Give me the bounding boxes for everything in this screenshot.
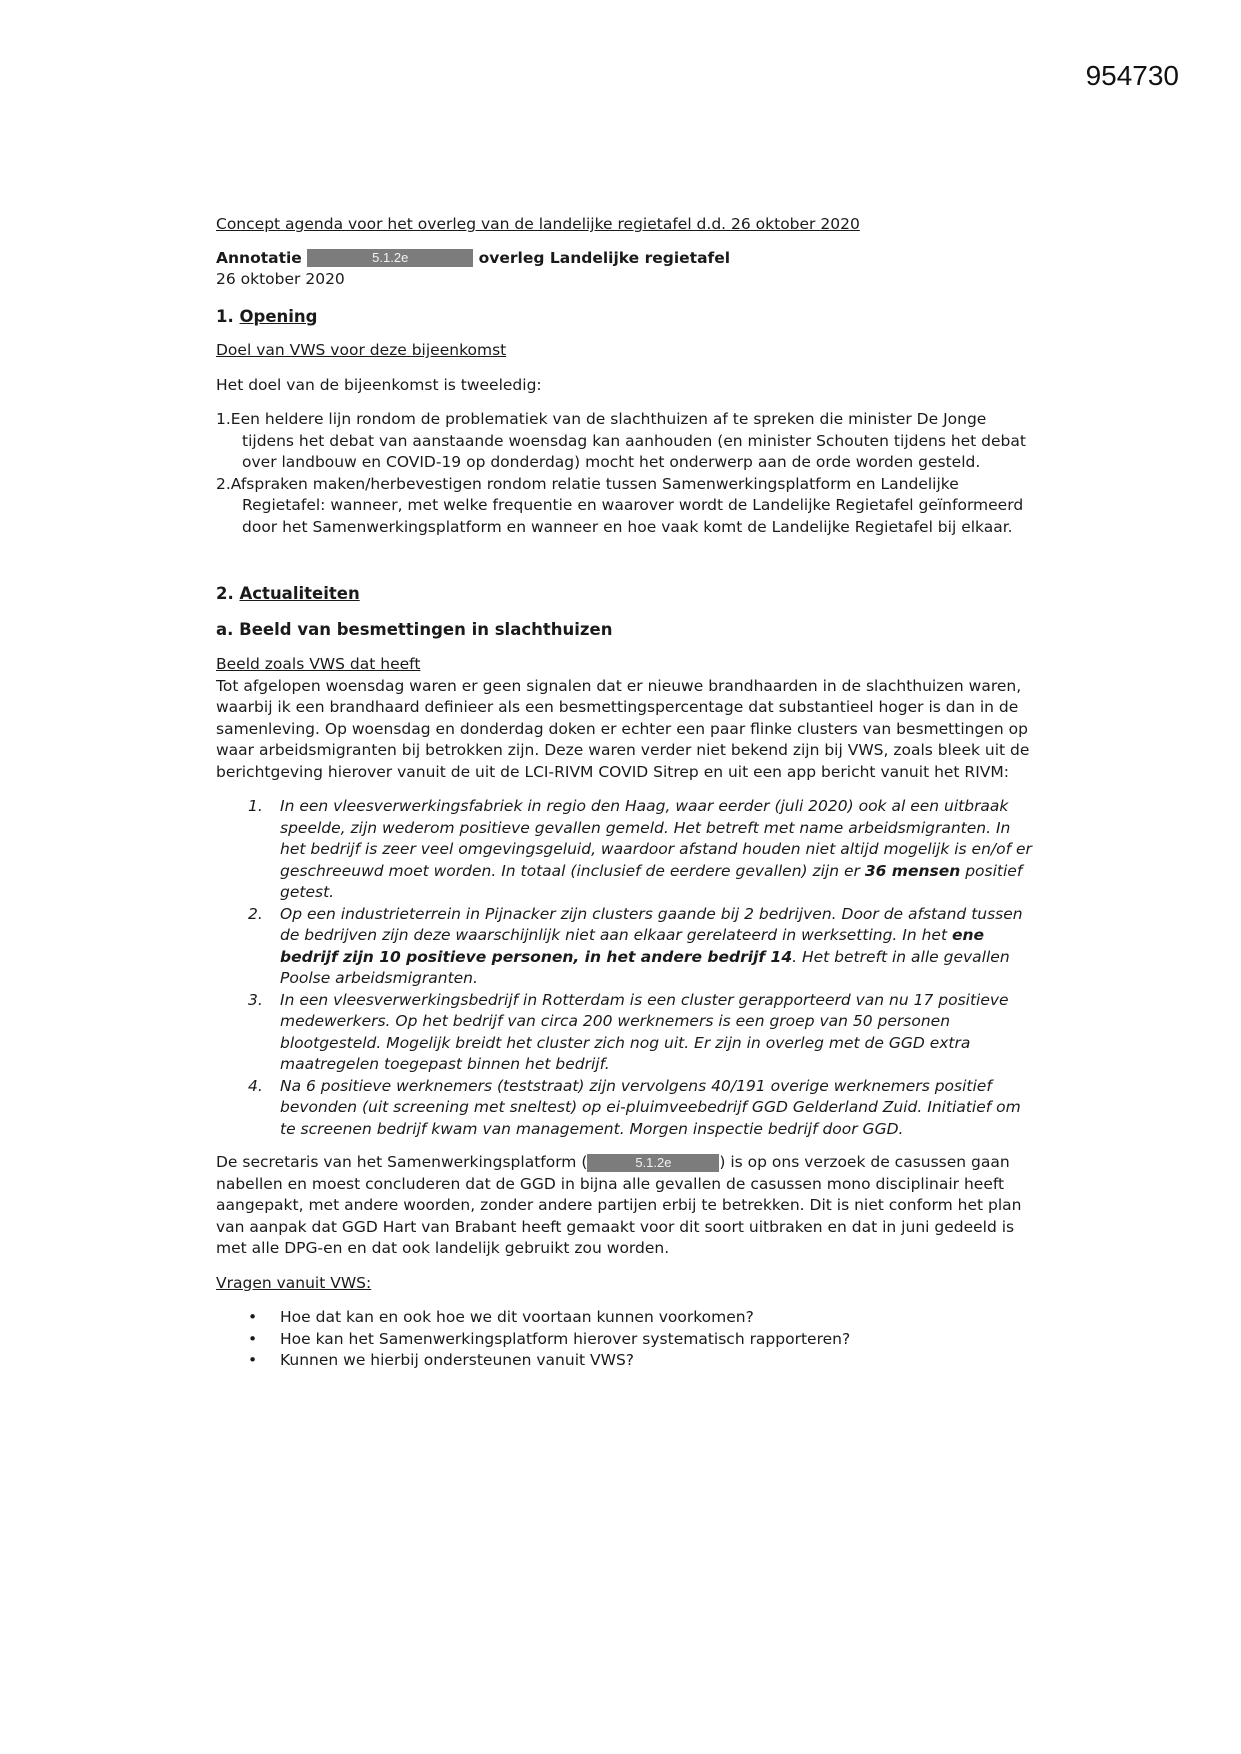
document-body <box>216 214 1034 1372</box>
section1-subheading: Doel van VWS voor deze bijeenkomst <box>216 341 507 359</box>
list-item: 2. Op een industrieterrein in Pijnacker zijn clusters gaande bij 2 bedrijven. Door de afstand tussen de bedrijven zijn deze waarschijnlijk niet aan elkaar gerelateerd in werksetting. In het ene bedrijf zijn 10 positieve personen, in het andere bedrijf 14. Het betreft in alle gevallen Poolse arbeidsmigranten. <box>248 904 1023 987</box>
list-item: 3. In een vleesverwerkingsbedrijf in Rotterdam is een cluster gerapporteerd van nu 17 positieve medewerkers. Op het bedrijf van circa 200 werknemers is een groep van 50 personen blootgesteld. Mogelijk breidt het cluster zich nog uit. Er zijn in overleg met de GGD extra maatregelen toegepast binnen het bedrijf. <box>248 990 1009 1073</box>
vragen-list <box>216 1307 1034 1372</box>
section2-heading <box>216 583 1034 605</box>
bullet-icon: • <box>248 1329 258 1348</box>
case-number: 3. <box>248 990 263 1009</box>
section1-heading <box>216 306 1034 328</box>
list-item: • Hoe kan het Samenwerkingsplatform hierover systematisch rapporteren? <box>216 1329 1034 1351</box>
section1-list <box>216 409 1034 538</box>
case-number: 2. <box>248 904 263 923</box>
beeld-text: Tot afgelopen woensdag waren er geen signalen dat er nieuwe brandhaarden in de slachthuizen waren, waarbij ik een brandhaard definieer als een besmettingspercentage dat substantieel hoger is dan in de samenleving. Op woensdag en donderdag doken er echter een paar flinke clusters van besmettingen op waar arbeidsmigranten bij betrokken zijn. Deze waren verder niet bekend zijn bij VWS, zoals bleek uit de berichtgeving hierover vanuit de uit de LCI-RIVM COVID Sitrep en uit een app bericht vanuit het RIVM: <box>216 676 1030 781</box>
annotatie-suffix: overleg Landelijke regietafel <box>478 248 731 267</box>
list-item: 1.Een heldere lijn rondom de problematiek van de slachthuizen af te spreken die minister De Jonge tijdens het debat van aanstaande woensdag kan aanhouden (en minister Schouten tijdens het debat over landbouw en COVID-19 op donderdag) mocht het onderwerp aan de orde worden gesteld. <box>216 410 1026 471</box>
list-item: 4. Na 6 positieve werknemers (teststraat) zijn vervolgens 40/191 overige werknemers positief bevonden (uit screening met sneltest) op ei-pluimveebedrijf GGD Gelderland Zuid. Initiatief om te screenen bedrijf kwam van management. Morgen inspectie bedrijf door GGD. <box>248 1076 1021 1138</box>
list-item: 1. In een vleesverwerkingsfabriek in regio den Haag, waar eerder (juli 2020) ook al een uitbraak speelde, zijn wederom positieve gevallen gemeld. Het betreft met name arbeidsmigranten. In het bedrijf is zeer veel omgevingsgeluid, waardoor afstand houden niet altijd mogelijk is en/of er geschreeuwd moet worden. In totaal (inclusief de eerdere gevallen) zijn er 36 mensen positief getest. <box>248 797 1032 901</box>
case-number: 1. <box>248 797 263 815</box>
case-number: 4. <box>248 1076 263 1095</box>
vragen-heading: Vragen vanuit VWS: <box>216 1273 372 1292</box>
section1-title: Opening <box>239 306 318 326</box>
section2-title: Actualiteiten <box>239 584 360 603</box>
cases-list <box>216 796 1034 1140</box>
bullet-icon: • <box>248 1308 258 1326</box>
bullet-icon: • <box>248 1351 258 1369</box>
annotatie-line <box>216 248 1034 270</box>
header-line: Concept agenda voor het overleg van de landelijke regietafel d.d. 26 oktober 2020 <box>216 215 860 233</box>
annotatie-label: Annotatie <box>216 248 302 267</box>
section2-subheading-a: a. Beeld van besmettingen in slachthuizen <box>216 619 613 639</box>
redaction-block: 5.1.2e <box>587 1154 719 1172</box>
section1-number: 1. <box>216 306 234 326</box>
redaction-block: 5.1.2e <box>307 249 473 267</box>
list-item: • Hoe dat kan en ook hoe we dit voortaan kunnen voorkomen? <box>216 1307 1034 1329</box>
list-item: • Kunnen we hierbij ondersteunen vanuit VWS? <box>216 1350 1034 1372</box>
secretaris-paragraph: De secretaris van het Samenwerkingsplatform ( 5.1.2e ) is op ons verzoek de casussen gaan nabellen en moest concluderen dat de GGD in bijna alle gevallen de casussen mono disciplinair heeft aangepakt, met andere woorden, zonder andere partijen erbij te betrekken. Dit is niet conform het plan van aanpak dat GGD Hart van Brabant heeft gemaakt voor dit soort uitbraken en dat in juni gedeeld is met alle DPG-en en dat ook landelijk gebruikt zou worden. <box>216 1153 1022 1257</box>
list-item: 2.Afspraken maken/herbevestigen rondom relatie tussen Samenwerkingsplatform en Landelijke Regietafel: wanneer, met welke frequentie en waarover wordt de Landelijke Regietafel geïnformeerd door het Samenwerkingsplatform en wanneer en hoe vaak komt de Landelijke Regietafel bij elkaar. <box>216 474 1024 536</box>
document-number: 954730 <box>1085 60 1179 91</box>
beeld-heading: Beeld zoals VWS dat heeft <box>216 655 421 673</box>
section1-intro: Het doel van de bijeenkomst is tweeledig: <box>216 375 542 394</box>
section2-number: 2. <box>216 584 234 603</box>
annotatie-date: 26 oktober 2020 <box>216 270 345 288</box>
